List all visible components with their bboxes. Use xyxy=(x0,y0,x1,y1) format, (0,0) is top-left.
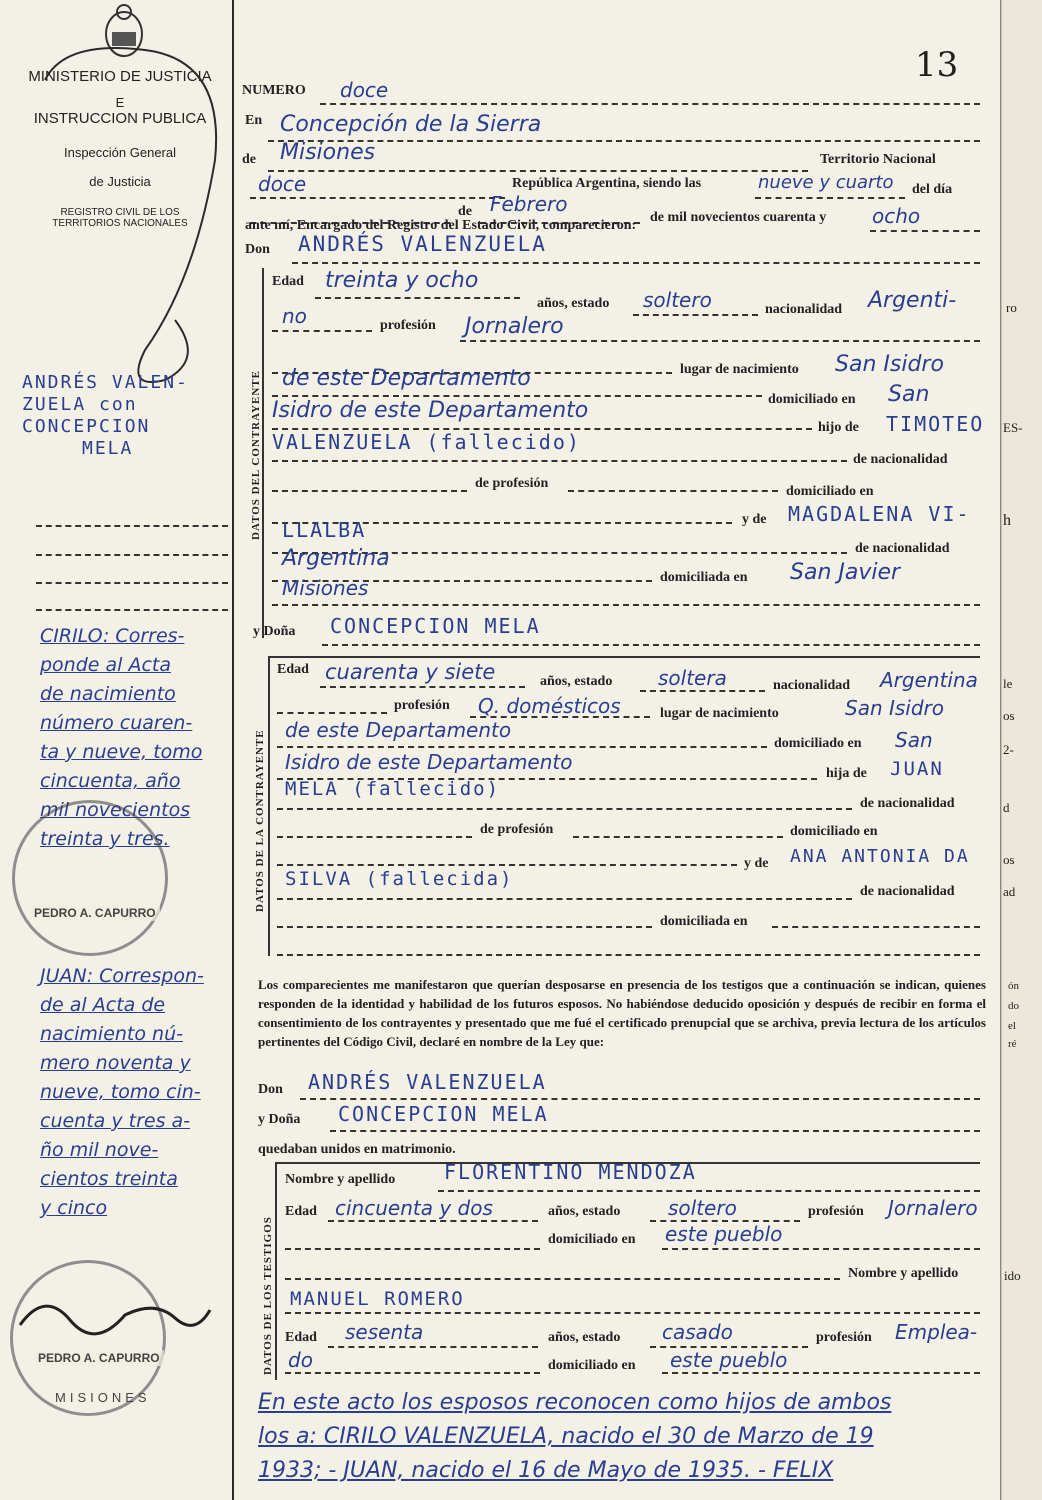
margin-title xyxy=(22,372,222,460)
note-line: CIRILO: Corres- xyxy=(40,625,185,647)
stamp-name: PEDRO A. CAPURRO xyxy=(34,1350,164,1366)
stamp-text: MISIONES xyxy=(55,1390,151,1405)
fill-line xyxy=(460,340,980,342)
value-test2-estado: casado xyxy=(662,1320,733,1344)
label-de-profesion: de profesión xyxy=(475,476,549,491)
edge-fragment: d xyxy=(1003,800,1010,815)
box-rule xyxy=(268,656,980,658)
box-border xyxy=(262,268,264,638)
value-test1-edad: cincuenta y dos xyxy=(335,1196,493,1220)
value-prof2: Q. domésticos xyxy=(478,694,621,718)
value-padre1: VALENZUELA (fallecido) xyxy=(272,430,581,454)
label-domiciliado: domiciliado en xyxy=(548,1232,636,1247)
label-de-mil: de mil novecientos cuarenta y xyxy=(650,210,827,225)
right-margin-rule xyxy=(1000,0,1001,1500)
margin-line xyxy=(36,609,228,611)
fill-line xyxy=(277,836,472,838)
value-ley-dona: CONCEPCION MELA xyxy=(338,1102,549,1126)
fill-line xyxy=(568,490,778,492)
note-line: número cuaren- xyxy=(40,712,193,734)
value-madre1b: LLALBA xyxy=(282,518,367,542)
value-madre1a: MAGDALENA VI- xyxy=(788,502,971,526)
label-profesion: profesión xyxy=(380,318,436,333)
label-de: de xyxy=(242,152,256,167)
label-de-mes: de xyxy=(458,204,472,219)
label-profesion: profesión xyxy=(808,1204,864,1219)
label-ante-mi: ante mí, Encargado del Registro del Estado Civil, comparecieron: xyxy=(245,218,637,233)
value-lugar: Concepción de la Sierra xyxy=(280,112,542,137)
label-anos-estado: años, estado xyxy=(548,1330,621,1345)
edge-fragment: do xyxy=(1008,1000,1019,1012)
value-madre1-dom: San Javier xyxy=(790,560,901,585)
label-profesion: profesión xyxy=(394,698,450,713)
margin-note-juan xyxy=(40,962,230,1223)
header-line: TERRITORIOS NACIONALES xyxy=(52,218,188,229)
fill-line xyxy=(277,954,980,956)
label-nombre: Nombre y apellido xyxy=(285,1172,396,1187)
value-don: ANDRÉS VALENZUELA xyxy=(298,232,547,256)
fill-line xyxy=(277,864,737,866)
fill-line xyxy=(320,103,980,105)
edge-fragment: ro xyxy=(1006,300,1017,315)
label-edad: Edad xyxy=(285,1330,317,1345)
fill-line xyxy=(330,1130,980,1132)
fill-line xyxy=(633,314,758,316)
value-padre2: MELA (fallecido) xyxy=(285,778,501,800)
label-nombre: Nombre y apellido xyxy=(848,1266,959,1281)
label-hija-de: hija de xyxy=(826,766,867,781)
label-nacionalidad: nacionalidad xyxy=(765,302,843,317)
value-madre2b: SILVA (fallecida) xyxy=(285,868,514,890)
label-y-dona: y Doña xyxy=(253,624,296,639)
label-lugar-nac: lugar de nacimiento xyxy=(660,706,779,721)
fill-line xyxy=(250,197,505,199)
stamp-name: PEDRO A. CAPURRO xyxy=(30,905,160,921)
label-domiciliada: domiciliada en xyxy=(660,570,748,585)
note-line: de al Acta de xyxy=(40,994,166,1016)
hand-scribble xyxy=(25,20,225,400)
fill-line xyxy=(285,1278,840,1280)
value-dom2a: San xyxy=(895,728,933,752)
label-territorio: Territorio Nacional xyxy=(820,152,936,167)
value-provincia: Misiones xyxy=(280,140,376,165)
fill-line xyxy=(755,197,905,199)
edge-fragment: h xyxy=(1003,512,1011,529)
note-line: ta y nueve, tomo xyxy=(40,741,203,763)
label-quedaban: quedaban unidos en matrimonio. xyxy=(258,1142,456,1157)
edge-fragment: ad xyxy=(1003,884,1016,899)
handwritten-annotation xyxy=(258,1386,1028,1488)
value-estado2: soltera xyxy=(658,666,727,690)
value-madre1-nac: Argentina xyxy=(282,546,390,571)
value-lugar2b: de este Departamento xyxy=(285,718,512,742)
fill-line xyxy=(328,1220,538,1222)
value-test1-dom: este pueblo xyxy=(665,1222,783,1246)
header-line: REGISTRO CIVIL DE LOS xyxy=(60,207,180,218)
note-line: JUAN: Correspon- xyxy=(40,965,204,987)
value-lugar1b: de este Departamento xyxy=(282,366,531,391)
label-domiciliado: domiciliado en xyxy=(774,736,862,751)
label-don: Don xyxy=(245,242,270,257)
label-domiciliada: domiciliada en xyxy=(660,914,748,929)
margin-title-line: ANDRÉS VALEN- xyxy=(22,372,189,393)
fill-line xyxy=(272,604,980,606)
header-line: MINISTERIO DE JUSTICIA xyxy=(28,68,212,85)
fill-line xyxy=(272,490,467,492)
fill-line xyxy=(272,460,847,462)
value-nac2: Argentina xyxy=(880,668,978,692)
side-label-contrayente: DATOS DEL CONTRAYENTE xyxy=(250,370,262,540)
fill-line xyxy=(272,330,372,332)
fill-line xyxy=(438,1190,980,1192)
label-edad: Edad xyxy=(272,274,304,289)
header-line: E xyxy=(115,95,125,110)
fill-line xyxy=(277,898,852,900)
value-madre2a: ANA ANTONIA DA xyxy=(790,846,970,867)
value-test2-prof-b: do xyxy=(288,1348,313,1372)
label-y-de: y de xyxy=(742,512,767,527)
fill-line xyxy=(300,1098,980,1100)
box-border xyxy=(268,656,270,956)
label-edad: Edad xyxy=(277,662,309,677)
fill-line xyxy=(277,746,767,748)
value-hora: nueve y cuarto xyxy=(758,172,894,193)
fill-line xyxy=(277,712,387,714)
edge-fragment: el xyxy=(1008,1020,1016,1032)
label-anos-estado: años, estado xyxy=(537,296,610,311)
value-test1-nombre: FLORENTINO MENDOZA xyxy=(444,1160,697,1184)
edge-fragment: le xyxy=(1003,676,1013,691)
fill-line xyxy=(772,926,980,928)
margin-line xyxy=(36,554,228,556)
label-domiciliado: domiciliado en xyxy=(790,824,878,839)
note-line: mero noventa y xyxy=(40,1052,191,1074)
label-del-dia: del día xyxy=(912,182,953,197)
note-line: de nacimiento xyxy=(40,683,176,705)
value-test2-prof: Emplea- xyxy=(895,1320,978,1344)
value-estado1: soltero xyxy=(643,288,712,312)
edge-fragment: os xyxy=(1003,852,1015,867)
label-profesion: profesión xyxy=(816,1330,872,1345)
value-dom1b: Isidro de este Departamento xyxy=(272,398,589,423)
note-line: cuenta y tres a- xyxy=(40,1110,191,1132)
value-dom2b: Isidro de este Departamento xyxy=(285,750,573,774)
value-numero: doce xyxy=(340,78,389,102)
header-line: de Justicia xyxy=(89,174,151,189)
edge-fragment: ido xyxy=(1004,1268,1021,1283)
value-test1-prof: Jornalero xyxy=(888,1196,978,1220)
fill-line xyxy=(285,1312,980,1314)
value-hijo1: TIMOTEO xyxy=(886,412,985,436)
fill-line xyxy=(322,644,980,646)
label-don: Don xyxy=(258,1082,283,1097)
value-edad2: cuarenta y siete xyxy=(325,660,496,684)
note-line: mil novecientos xyxy=(40,799,191,821)
value-ley-don: ANDRÉS VALENZUELA xyxy=(308,1070,547,1094)
value-test1-estado: soltero xyxy=(668,1196,737,1220)
value-dom1a: San xyxy=(888,382,930,407)
value-test2-dom: este pueblo xyxy=(670,1348,788,1372)
note-line: nacimiento nú- xyxy=(40,1023,183,1045)
label-lugar-nac: lugar de nacimiento xyxy=(680,362,799,377)
fill-line xyxy=(320,686,525,688)
margin-line xyxy=(36,582,228,584)
fill-line xyxy=(573,836,783,838)
label-republica: República Argentina, siendo las xyxy=(512,176,702,191)
annotation-line: los a: CIRILO VALENZUELA, nacido el 30 de Marzo de 19 xyxy=(258,1424,874,1449)
fill-line xyxy=(272,395,762,397)
margin-line xyxy=(36,525,228,527)
margin-title-line: CONCEPCION xyxy=(22,416,151,437)
note-line: y cinco xyxy=(40,1197,108,1219)
note-line: nueve, tomo cin- xyxy=(40,1081,201,1103)
label-domiciliado: domiciliado en xyxy=(548,1358,636,1373)
header-line: INSTRUCCION PUBLICA xyxy=(33,110,207,127)
label-hijo-de: hijo de xyxy=(818,420,859,435)
label-domiciliado: domiciliado en xyxy=(786,484,874,499)
fill-line xyxy=(268,170,808,172)
label-anos-estado: años, estado xyxy=(548,1204,621,1219)
note-line: ño mil nove- xyxy=(40,1139,159,1161)
note-line: ponde al Acta xyxy=(40,654,172,676)
edge-fragment: 2- xyxy=(1003,742,1014,757)
label-de-nacionalidad: de nacionalidad xyxy=(860,796,955,811)
signature-scribble xyxy=(15,1280,215,1350)
margin-title-line: MELA xyxy=(82,438,134,459)
annotation-line: En este acto los esposos reconocen como hijos de ambos xyxy=(258,1390,892,1415)
value-dia: doce xyxy=(258,172,307,196)
side-label-testigos: DATOS DE LOS TESTIGOS xyxy=(262,1216,274,1375)
margin-title-line: ZUELA con xyxy=(22,394,138,415)
value-test2-nombre: MANUEL ROMERO xyxy=(290,1288,465,1310)
margin-rule xyxy=(232,0,234,1500)
label-de-profesion: de profesión xyxy=(480,822,554,837)
label-nacionalidad: nacionalidad xyxy=(773,678,851,693)
label-domiciliado: domiciliado en xyxy=(768,392,856,407)
note-line: cientos treinta xyxy=(40,1168,178,1190)
label-y-dona: y Doña xyxy=(258,1112,301,1127)
fill-line xyxy=(292,262,980,264)
fill-line xyxy=(315,297,520,299)
value-edad1: treinta y ocho xyxy=(325,268,479,293)
fill-line xyxy=(640,690,765,692)
value-madre1-dom-b: Misiones xyxy=(282,576,369,600)
fill-line xyxy=(328,1346,538,1348)
fill-line xyxy=(277,808,852,810)
fill-line xyxy=(285,1372,540,1374)
fill-line xyxy=(277,926,652,928)
value-lugar1a: San Isidro xyxy=(835,352,944,377)
label-edad: Edad xyxy=(285,1204,317,1219)
fill-line xyxy=(662,1248,980,1250)
note-line: treinta y tres. xyxy=(40,828,170,850)
fill-line xyxy=(870,230,980,232)
official-stamp xyxy=(12,800,168,956)
edge-fragment: ón xyxy=(1008,980,1019,992)
value-nac1: Argenti- xyxy=(868,288,957,313)
label-de-nacionalidad: de nacionalidad xyxy=(860,884,955,899)
fill-line xyxy=(662,1372,980,1374)
note-line: cincuenta, año xyxy=(40,770,181,792)
value-dona: CONCEPCION MELA xyxy=(330,614,541,638)
label-numero: NUMERO xyxy=(242,83,306,98)
value-lugar2a: San Isidro xyxy=(845,696,945,720)
label-anos-estado: años, estado xyxy=(540,674,613,689)
edge-fragment: ES- xyxy=(1003,420,1023,435)
annotation-line: 1933; - JUAN, nacido el 16 de Mayo de 1935. - FELIX xyxy=(258,1458,834,1483)
label-en: En xyxy=(245,113,263,128)
label-de-nacionalidad: de nacionalidad xyxy=(855,541,950,556)
legal-paragraph: Los comparecientes me manifestaron que querían desposarse en presencia de los testigos que a continuación se indican, quienes responden de la identidad y habilidad de los futuros esposos. No habiéndose deducido oposición y después de recibir en forma el consentimiento de los contrayentes y presentado que me fué el certificado prenupcial que se archiva, previa lectura de los artículos pertinentes del Código Civil, declaré en nombre de la Ley que: xyxy=(258,977,986,1049)
value-mes: Febrero xyxy=(490,192,568,216)
edge-fragment: ré xyxy=(1008,1038,1017,1050)
edge-fragment: os xyxy=(1003,708,1015,723)
value-anio: ocho xyxy=(872,204,921,228)
value-prof1: Jornalero xyxy=(465,314,564,339)
side-label-contrayente-f: DATOS DE LA CONTRAYENTE xyxy=(254,729,266,912)
header-line: Inspección General xyxy=(63,145,176,160)
box-border xyxy=(275,1162,277,1380)
fill-line xyxy=(285,1248,540,1250)
value-hija2: JUAN xyxy=(890,758,944,780)
value-nac1b: no xyxy=(282,304,307,328)
page-number: 13 xyxy=(915,45,959,85)
label-y-de: y de xyxy=(744,856,769,871)
label-de-nacionalidad: de nacionalidad xyxy=(853,452,948,467)
value-test2-edad: sesenta xyxy=(345,1320,424,1344)
